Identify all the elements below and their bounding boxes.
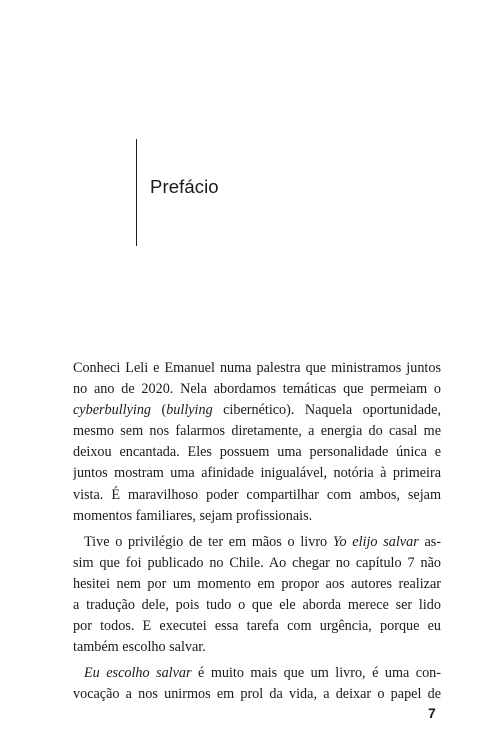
text-line — [73, 553, 441, 574]
text-span: mesmo sem nos falarmos diretamente, a energia do casal me — [73, 423, 441, 440]
text-span: Conheci Leli e Emanuel numa palestra que ministramos juntos — [73, 360, 441, 376]
text-span: hesitei nem por um momento em propor aos autores realizar — [73, 575, 441, 592]
text-line — [73, 637, 441, 658]
text-span: Tive o privilégio de ter em mãos o livro — [84, 533, 333, 550]
italic-text: Eu escolho salvar — [84, 665, 192, 682]
text-span: cibernético). Naquela oportunidade, — [212, 402, 441, 419]
text-line — [73, 532, 441, 553]
text-span: é muito mais que um livro, é uma con- — [191, 665, 441, 682]
italic-text: cyberbullying — [73, 402, 152, 419]
text-line — [73, 485, 441, 506]
text-span: a tradução dele, pois tudo o que ele aborda merece ser lido — [73, 597, 441, 614]
text-line — [73, 358, 441, 379]
text-line — [73, 663, 441, 684]
chapter-title: Prefácio — [150, 176, 219, 197]
text-span: deixou encantada. Eles possuem uma personalidade única e — [73, 444, 441, 461]
text-span: sim que foi publicado no Chile. Ao chegar no capítulo 7 não — [73, 554, 441, 571]
chapter-title-rule — [136, 139, 137, 246]
paragraph — [73, 532, 441, 659]
text-line — [73, 684, 441, 705]
text-span: juntos mostram uma afinidade inigualável, notória à primeira — [73, 465, 441, 482]
text-span: ( — [151, 402, 167, 419]
text-span: também escolho salvar. — [73, 639, 206, 656]
text-span: por todos. E executei essa tarefa com urgência, porque eu — [73, 618, 441, 635]
text-span: vista. É maravilhoso poder compartilhar com ambos, sejam — [73, 486, 441, 503]
body-text — [73, 358, 441, 706]
text-line — [73, 574, 441, 595]
text-line — [73, 595, 441, 616]
text-line — [73, 379, 441, 400]
text-line — [73, 400, 441, 421]
italic-text: Yo elijo salvar — [332, 533, 419, 550]
text-span: momentos familiares, sejam profissionais. — [73, 507, 313, 524]
text-line — [73, 616, 441, 637]
text-line — [73, 463, 441, 484]
paragraph — [73, 663, 441, 705]
text-span: no ano de 2020. Nela abordamos temáticas que permeiam o — [73, 381, 441, 398]
text-span: as- — [418, 533, 441, 550]
page-number: 7 — [428, 705, 436, 721]
paragraph — [73, 358, 441, 527]
text-line — [73, 442, 441, 463]
text-line — [73, 421, 441, 442]
text-span: vocação a nos unirmos em prol da vida, a deixar o papel de — [73, 686, 441, 703]
italic-text: bullying — [166, 402, 213, 419]
text-line — [73, 506, 441, 527]
